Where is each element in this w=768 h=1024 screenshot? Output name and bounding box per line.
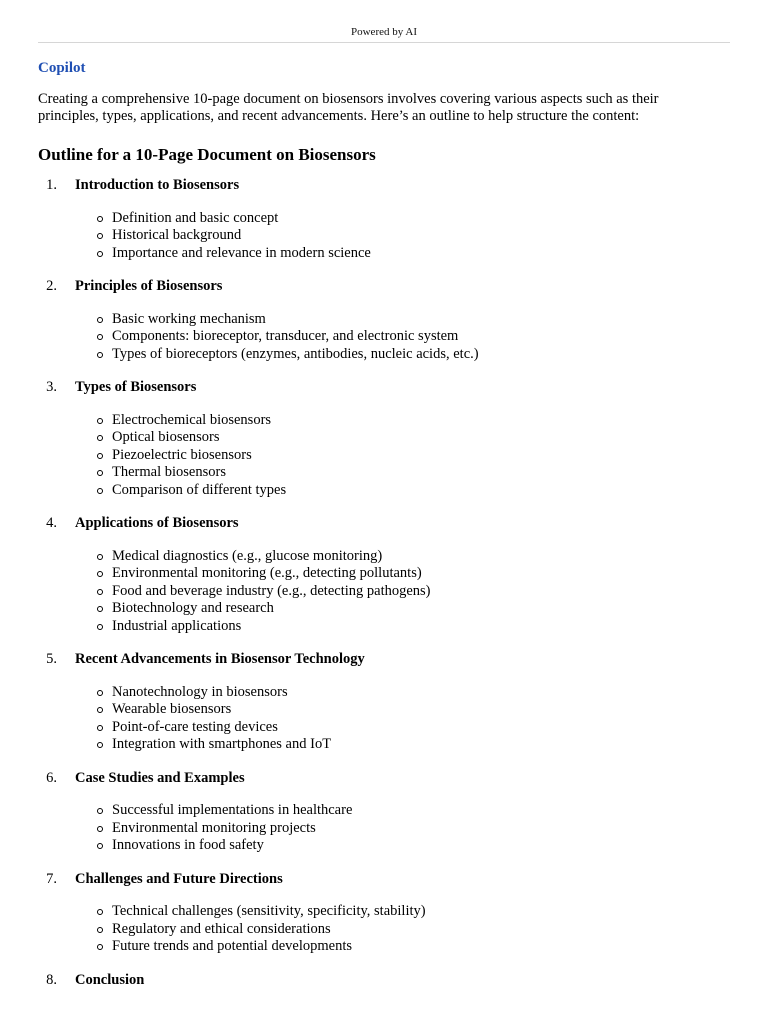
list-item-text: Integration with smartphones and IoT — [112, 736, 332, 752]
circle-bullet-icon — [97, 589, 103, 595]
list-item — [112, 719, 730, 737]
list-item-text: Historical background — [112, 227, 242, 243]
circle-bullet-icon — [97, 944, 103, 950]
list-item — [112, 227, 730, 245]
powered-by-label: Powered by AI — [351, 26, 417, 38]
list-item — [112, 600, 730, 618]
section-items-list — [38, 548, 730, 636]
circle-bullet-icon — [97, 554, 103, 560]
section-title-label: Case Studies and Examples — [75, 769, 245, 786]
list-item — [112, 583, 730, 601]
circle-bullet-icon — [97, 435, 103, 441]
circle-bullet-icon — [97, 707, 103, 713]
section-title-label: Principles of Biosensors — [75, 278, 223, 294]
list-item-text: Wearable biosensors — [112, 701, 232, 717]
section-number: 3. — [46, 379, 57, 395]
circle-bullet-icon — [97, 927, 103, 933]
circle-bullet-icon — [97, 690, 103, 696]
list-item-text: Biotechnology and research — [112, 600, 274, 616]
circle-bullet-icon — [97, 624, 103, 630]
intro-paragraph: Creating a comprehensive 10-page document on biosensors involves covering various aspects such as their principles, types, applications, and recent advancements. Here’s an outline to help structure the content: — [38, 91, 659, 124]
section-title-label: Challenges and Future Directions — [75, 870, 283, 887]
copilot-label: Copilot — [38, 60, 86, 76]
list-item-text: Regulatory and ethical considerations — [112, 920, 331, 937]
list-item-text: Environmental monitoring (e.g., detecting pollutants) — [112, 565, 422, 581]
circle-bullet-icon — [97, 470, 103, 476]
list-item — [112, 618, 730, 636]
list-item — [112, 684, 730, 702]
list-item-text: Electrochemical biosensors — [112, 411, 272, 428]
outline-section — [38, 770, 730, 855]
outline-section — [38, 177, 730, 262]
list-item — [112, 429, 730, 447]
section-number: 6. — [46, 769, 57, 786]
section-title — [38, 871, 730, 889]
list-item-text: Nanotechnology in biosensors — [112, 683, 288, 700]
list-item-text: Basic working mechanism — [112, 310, 266, 327]
list-item — [112, 820, 730, 838]
circle-bullet-icon — [97, 843, 103, 849]
list-item-text: Optical biosensors — [112, 429, 220, 445]
section-number: 1. — [46, 177, 57, 193]
list-item-text: Importance and relevance in modern science — [112, 244, 371, 261]
section-title-label: Introduction to Biosensors — [75, 177, 240, 193]
list-item — [112, 346, 730, 364]
circle-bullet-icon — [97, 488, 103, 494]
section-title — [38, 177, 730, 195]
circle-bullet-icon — [97, 808, 103, 814]
list-item-text: Successful implementations in healthcare — [112, 802, 353, 818]
list-item — [112, 701, 730, 719]
outline-section — [38, 871, 730, 956]
list-item — [112, 328, 730, 346]
list-item — [112, 412, 730, 430]
section-number: 4. — [46, 515, 57, 531]
list-item — [112, 245, 730, 263]
circle-bullet-icon — [97, 742, 103, 748]
circle-bullet-icon — [97, 725, 103, 731]
section-number: 8. — [46, 971, 57, 988]
circle-bullet-icon — [97, 571, 103, 577]
list-item-text: Food and beverage industry (e.g., detecting pathogens) — [112, 582, 431, 599]
outline-heading: Outline for a 10-Page Document on Biosensors — [38, 145, 376, 164]
section-number: 7. — [46, 870, 57, 887]
circle-bullet-icon — [97, 317, 103, 323]
list-item-text: Technical challenges (sensitivity, specificity, stability) — [112, 903, 426, 919]
outline-section — [38, 379, 730, 499]
list-item-text: Point-of-care testing devices — [112, 718, 278, 735]
document-page — [38, 0, 730, 1005]
list-item — [112, 938, 730, 956]
list-item — [112, 903, 730, 921]
outline-section — [38, 515, 730, 635]
list-item-text: Definition and basic concept — [112, 209, 279, 226]
outline-section — [38, 651, 730, 754]
outline-list — [38, 177, 730, 989]
list-item — [112, 565, 730, 583]
section-title — [38, 278, 730, 296]
header-bar — [38, 0, 730, 43]
circle-bullet-icon — [97, 334, 103, 340]
outline-section — [38, 278, 730, 363]
circle-bullet-icon — [97, 216, 103, 222]
circle-bullet-icon — [97, 909, 103, 915]
list-item-text: Environmental monitoring projects — [112, 819, 316, 836]
list-item-text: Thermal biosensors — [112, 464, 226, 480]
circle-bullet-icon — [97, 453, 103, 459]
list-item — [112, 921, 730, 939]
section-items-list — [38, 802, 730, 855]
section-items-list — [38, 210, 730, 263]
circle-bullet-icon — [97, 352, 103, 358]
list-item-text: Types of bioreceptors (enzymes, antibodies, nucleic acids, etc.) — [112, 345, 479, 362]
list-item-text: Future trends and potential developments — [112, 938, 353, 954]
circle-bullet-icon — [97, 233, 103, 239]
section-items-list — [38, 684, 730, 754]
section-title-label: Recent Advancements in Biosensor Technology — [75, 651, 365, 667]
section-title-label: Types of Biosensors — [75, 379, 197, 395]
section-title-label: Conclusion — [75, 971, 145, 988]
list-item — [112, 736, 730, 754]
section-items-list — [38, 311, 730, 364]
list-item-text: Innovations in food safety — [112, 837, 264, 853]
list-item-text: Medical diagnostics (e.g., glucose monitoring) — [112, 547, 383, 564]
section-items-list — [38, 412, 730, 500]
section-number: 2. — [46, 278, 57, 294]
circle-bullet-icon — [97, 826, 103, 832]
list-item-text: Piezoelectric biosensors — [112, 446, 252, 463]
list-item — [112, 802, 730, 820]
list-item-text: Components: bioreceptor, transducer, and electronic system — [112, 328, 459, 344]
section-title — [38, 770, 730, 788]
list-item — [112, 482, 730, 500]
section-title — [38, 972, 730, 990]
list-item — [112, 464, 730, 482]
section-title-label: Applications of Biosensors — [75, 515, 239, 531]
list-item-text: Comparison of different types — [112, 481, 287, 498]
list-item-text: Industrial applications — [112, 617, 242, 634]
list-item — [112, 548, 730, 566]
section-title — [38, 651, 730, 669]
list-item — [112, 837, 730, 855]
section-items-list — [38, 903, 730, 956]
outline-section — [38, 972, 730, 990]
list-item — [112, 447, 730, 465]
section-number: 5. — [46, 651, 57, 667]
circle-bullet-icon — [97, 606, 103, 612]
circle-bullet-icon — [97, 251, 103, 257]
section-title — [38, 379, 730, 397]
list-item — [112, 210, 730, 228]
section-title — [38, 515, 730, 533]
list-item — [112, 311, 730, 329]
circle-bullet-icon — [97, 418, 103, 424]
